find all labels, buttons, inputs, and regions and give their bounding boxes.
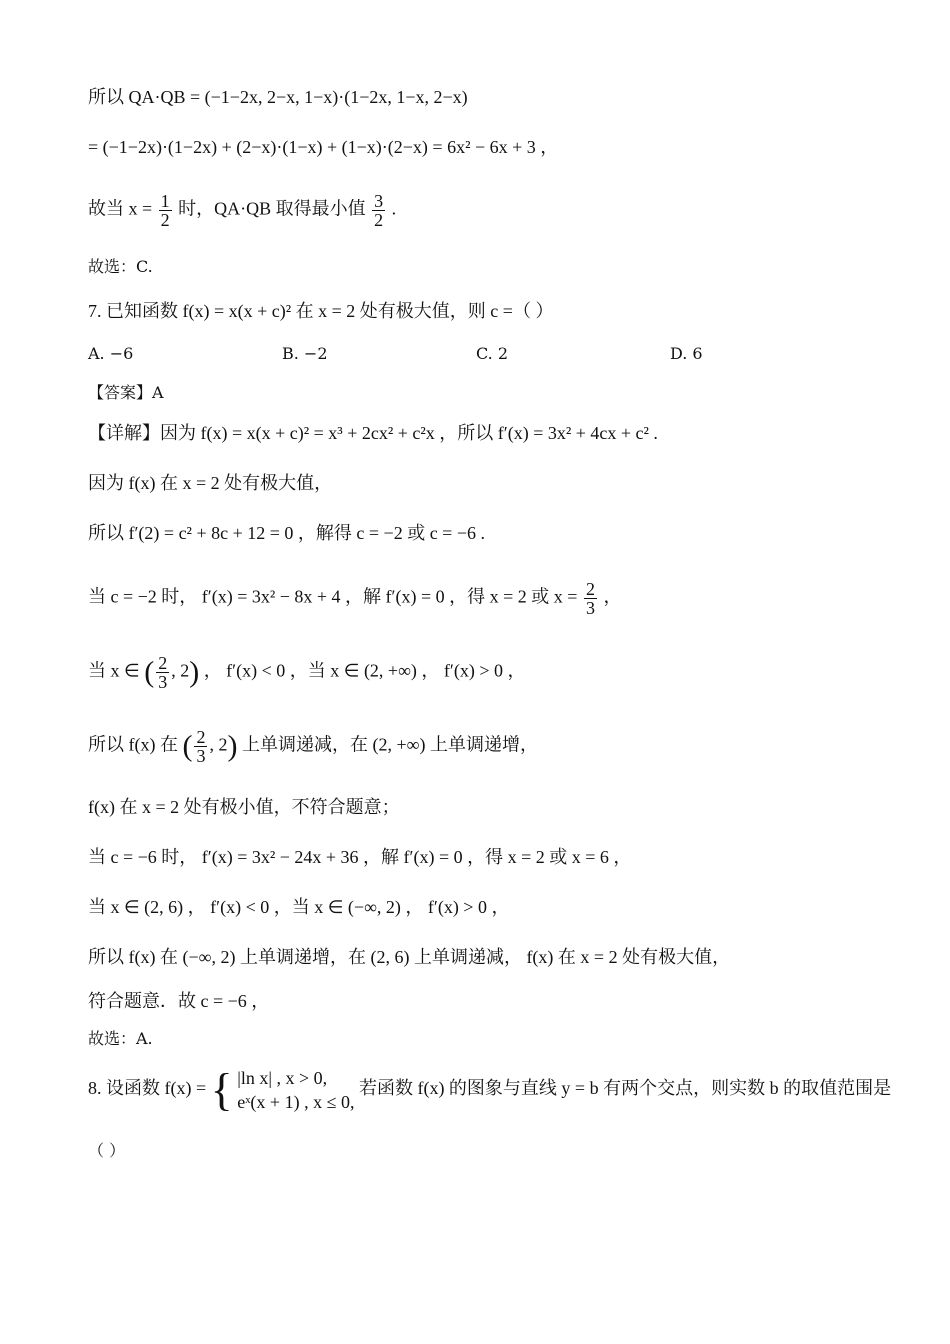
detail-line-3: 所以 f′(2) = c² + 8c + 12 = 0 ，解得 c = −2 或 c = −6 . (88, 523, 485, 543)
answer-label: 【答案】A (88, 383, 164, 402)
fraction-one-half: $\frac{1}{2}$ (160, 191, 170, 230)
fraction-two-thirds: $\frac{2}{3}$ (158, 653, 168, 692)
option-b: B. −2 (282, 344, 328, 363)
detail-line-1: 【详解】因为 f(x) = x(x + c)² = x³ + 2cx² + c²x ，所以 f′(x) = 3x² + 4cx + c² . (88, 423, 658, 443)
question-7: 7. 已知函数 f(x) = x(x + c)² 在 x = 2 处有极大值，则 c =（ ） (88, 301, 554, 321)
answer-choice-a: 故选：A. (88, 1029, 153, 1048)
detail-line-2: 因为 f(x) 在 x = 2 处有极大值， (88, 473, 333, 493)
fraction-two-thirds: $\frac{2}{3}$ (196, 727, 206, 766)
detail-line-4: 当 c = −2 时， f′(x) = 3x² − 8x + 4 ，解 f′(x) = 0 ，得 x = 2 或 x = $\frac{2}{3}$ ， (88, 579, 622, 618)
fraction-two-thirds: $\frac{2}{3}$ (585, 579, 595, 618)
solution-line-expansion: = (−1−2x)·(1−2x) + (2−x)·(1−x) + (1−x)·(2−x) = 6x² − 6x + 3 ， (88, 137, 559, 157)
answer-choice-c: 故选：C. (88, 257, 153, 276)
solution-line-minimum: 故当 x = $\frac{1}{2}$ 时，QA·QB 取得最小值 $\frac{3}{2}$ . (88, 191, 397, 230)
option-d: D. 6 (670, 344, 703, 363)
question-8-blank: （ ） (88, 1141, 126, 1160)
detail-line-6: 所以 f(x) 在 ( $\frac{2}{3}$ , 2) 上单调递减，在 (2, +∞) 上单调递增， (88, 727, 538, 766)
option-c: C. 2 (476, 344, 509, 363)
detail-line-5: 当 x ∈ ( $\frac{2}{3}$ , 2) ， f′(x) < 0 ，当 x ∈ (2, +∞) ， f′(x) > 0 ， (88, 653, 526, 692)
detail-line-9: 当 x ∈ (2, 6) ， f′(x) < 0 ，当 x ∈ (−∞, 2) ， f′(x) > 0 ， (88, 897, 510, 917)
detail-line-7: f(x) 在 x = 2 处有极小值，不符合题意； (88, 797, 400, 817)
detail-line-8: 当 c = −6 时， f′(x) = 3x² − 24x + 36 ，解 f′(x) = 0 ，得 x = 2 或 x = 6 ， (88, 847, 632, 867)
option-a: A. −6 (88, 344, 134, 363)
question-8: 8. 设函数 f(x) = { |ln x| , x > 0, eˣ(x + 1) , x ≤ 0, 若函数 f(x) 的图象与直线 y = b 有两个交点，则实数 b 的取值范围是 (88, 1064, 892, 1115)
fraction-three-halves: $\frac{3}{2}$ (374, 191, 384, 230)
detail-line-10: 所以 f(x) 在 (−∞, 2) 上单调递增，在 (2, 6) 上单调递减， f(x) 在 x = 2 处有极大值， (88, 947, 731, 967)
solution-line-dot-product: 所以 QA·QB = (−1−2x, 2−x, 1−x)·(1−2x, 1−x, 2−x) (88, 87, 468, 107)
detail-line-11: 符合题意．故 c = −6 ， (88, 991, 270, 1011)
piecewise-cases: |ln x| , x > 0, eˣ(x + 1) , x ≤ 0, (237, 1068, 355, 1112)
